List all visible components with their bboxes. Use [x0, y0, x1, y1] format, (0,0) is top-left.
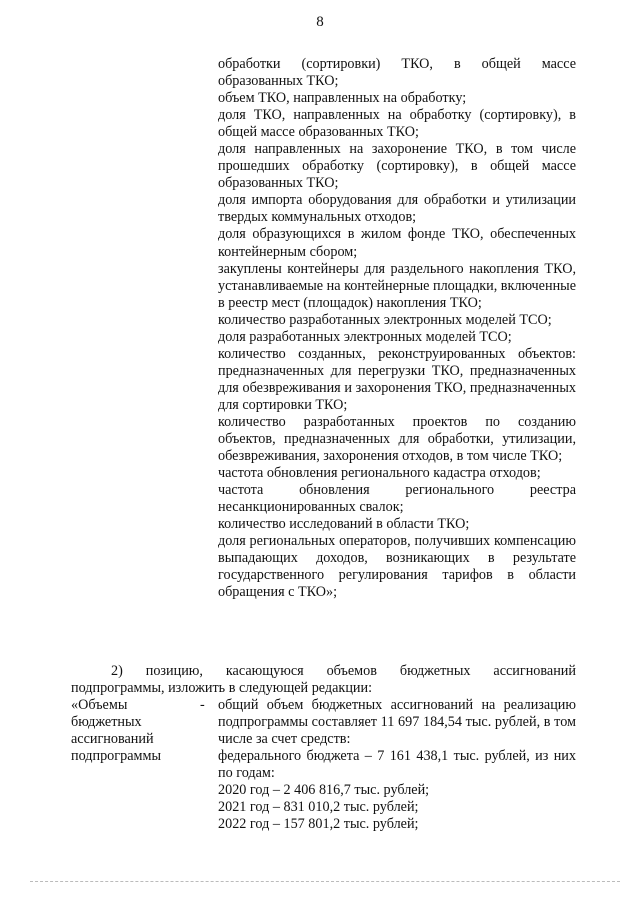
list-item: частота обновления регионального кадастра отходов; [218, 465, 541, 482]
list-item: закуплены контейнеры для раздельного накопления ТКО, устанавливаемые на контейнерные площадки, включенные в реестр мест (площадок) накопления ТКО; [218, 260, 576, 311]
table-value-line: 2020 год – 2 406 816,7 тыс. рублей; [218, 782, 430, 799]
list-item: доля ТКО, направленных на обработку (сортировку), в общей массе образованных ТКО; [218, 107, 576, 141]
list-item: доля образующихся в жилом фонде ТКО, обеспеченных контейнерным сбором; [218, 226, 576, 260]
indicator-list [218, 56, 576, 602]
budget-table-value [218, 697, 576, 833]
list-item: количество исследований в области ТКО; [218, 516, 470, 533]
table-value-line: федерального бюджета – 7 161 438,1 тыс. рублей, из них по годам: [218, 748, 576, 782]
list-item: частота обновления регионального реестра несанкционированных свалок; [218, 482, 576, 516]
position-paragraph: 2) позицию, касающуюся объемов бюджетных ассигнований подпрограммы, изложить в следующей редакции: [71, 663, 576, 697]
list-item: количество созданных, реконструированных объектов: предназначенных для перегрузки ТКО, предназначенных для обезвреживания и захоронения ТКО, предназначенных для сортировки ТКО; [218, 345, 576, 413]
budget-table-label [71, 697, 181, 765]
table-value-line: общий объем бюджетных ассигнований на реализацию подпрограммы составляет 11 697 184,54 тыс. рублей, в том числе за счет средств: [218, 697, 576, 748]
page-number: 8 [316, 14, 324, 30]
table-value-line: 2021 год – 831 010,2 тыс. рублей; [218, 799, 419, 816]
list-item: доля региональных операторов, получивших компенсацию выпадающих доходов, возникающих в результате государственного регулирования тарифов в области обращения с ТКО»; [218, 533, 576, 601]
table-label-line: ассигнований [71, 731, 154, 748]
table-value-line: 2022 год – 157 801,2 тыс. рублей; [218, 816, 419, 833]
scan-edge-divider [30, 881, 620, 882]
table-label-line: бюджетных [71, 714, 142, 731]
list-item: доля направленных на захоронение ТКО, в том числе прошедших обработку (сортировку), в общей массе образованных ТКО; [218, 141, 576, 192]
list-item: объем ТКО, направленных на обработку; [218, 90, 467, 107]
list-item: количество разработанных электронных моделей ТСО; [218, 311, 552, 328]
list-item: обработки (сортировки) ТКО, в общей массе образованных ТКО; [218, 56, 576, 90]
table-label-line: подпрограммы [71, 748, 161, 765]
list-item: доля разработанных электронных моделей ТСО; [218, 328, 512, 345]
list-item: доля импорта оборудования для обработки и утилизации твердых коммунальных отходов; [218, 192, 576, 226]
list-item: количество разработанных проектов по созданию объектов, предназначенных для обработки, утилизации, обезвреживания, захоронения отходов, в том числе ТКО; [218, 413, 576, 465]
table-label-line: «Объемы [71, 697, 128, 713]
table-dash: - [200, 697, 205, 713]
